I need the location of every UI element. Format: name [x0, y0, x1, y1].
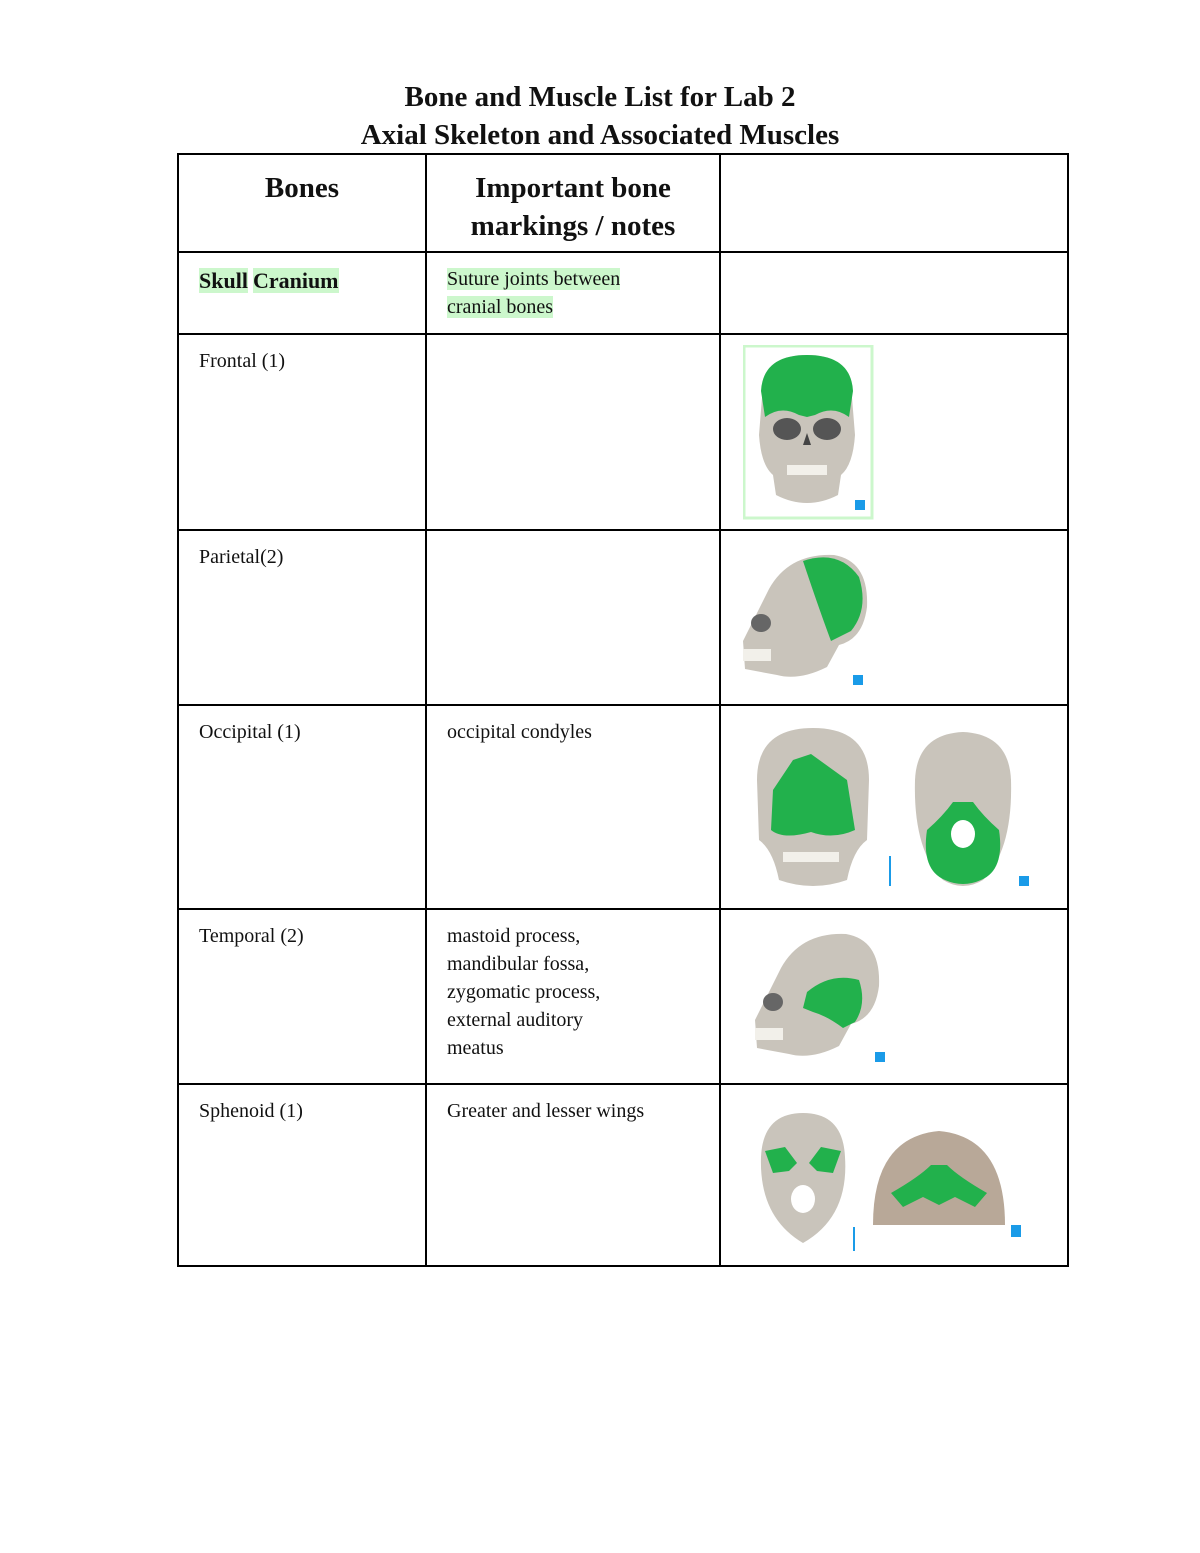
bone-name: Frontal (1)	[199, 350, 286, 372]
bone-name: Parietal(2)	[199, 546, 284, 568]
cranium-label: Cranium	[252, 268, 339, 293]
parietal-skull-image	[739, 549, 879, 689]
suture-note-line1: Suture joints between	[447, 268, 621, 290]
suture-note-line2: cranial bones	[447, 296, 554, 318]
table-row	[178, 334, 1068, 530]
header-markings: Important bone markings / notes	[426, 154, 720, 252]
table-header-row	[178, 154, 1068, 252]
sphenoid-skull-images	[743, 1107, 1043, 1253]
bone-name: Occipital (1)	[199, 721, 301, 743]
bone-notes: Greater and lesser wings	[447, 1100, 645, 1122]
frontal-skull-image	[743, 345, 875, 521]
document-subtitle: Axial Skeleton and Associated Muscles	[360, 119, 840, 151]
table-row	[178, 530, 1068, 705]
header-bones: Bones	[178, 154, 426, 252]
table-row	[178, 909, 1068, 1084]
bone-name: Temporal (2)	[199, 925, 304, 947]
bone-name: Sphenoid (1)	[199, 1100, 303, 1122]
bone-notes: mastoid process, mandibular fossa, zygomatic process, external auditory meatus	[447, 925, 601, 1059]
table-row	[178, 1084, 1068, 1266]
occipital-skull-images	[743, 720, 1043, 896]
bone-table	[177, 153, 1069, 1267]
skull-label: Skull	[199, 268, 248, 293]
table-row	[178, 705, 1068, 909]
table-row-skull	[178, 252, 1068, 334]
temporal-skull-image	[751, 928, 891, 1068]
document-title: Bone and Muscle List for Lab 2	[404, 81, 796, 113]
header-images	[720, 154, 1068, 252]
bone-notes: occipital condyles	[447, 721, 592, 743]
